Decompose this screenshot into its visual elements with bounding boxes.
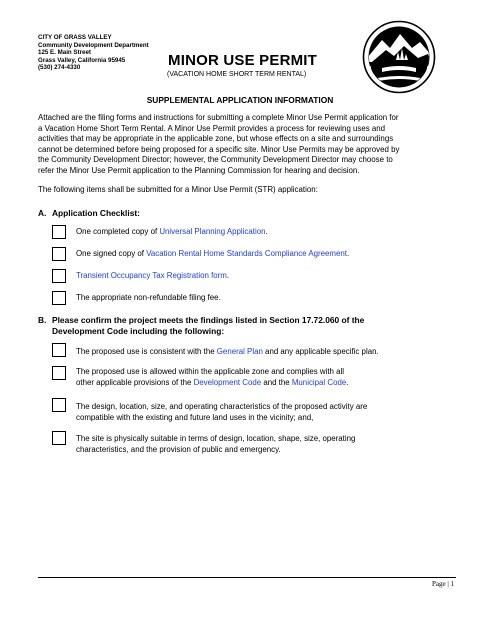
- checkbox-universal-application[interactable]: [52, 225, 66, 239]
- checkbox-general-plan[interactable]: [52, 343, 66, 357]
- item-text: The appropriate non-refundable filing fee.: [76, 293, 221, 302]
- checkbox-site-suitability[interactable]: [52, 431, 66, 445]
- address-line-street: 125 E. Main Street: [38, 49, 91, 57]
- address-line-city-state-zip: Grass Valley, California 95945: [38, 56, 126, 64]
- item-text: The proposed use is consistent with the: [76, 347, 217, 356]
- intro-line: refer the Minor Use Permit application to the Planning Commission for hearing and decision.: [38, 165, 360, 175]
- section-a-letter: A.: [38, 208, 47, 218]
- tot-registration-form-link[interactable]: Transient Occupancy Tax Registration form: [76, 271, 227, 280]
- following-items-line: The following items shall be submitted for a Minor Use Permit (STR) application:: [38, 185, 318, 194]
- checklist-item: [76, 293, 221, 304]
- checkbox-zone-compliance[interactable]: [52, 366, 66, 380]
- finding-item: [76, 367, 348, 388]
- item-line: The proposed use is allowed within the applicable zone and complies with all: [76, 367, 345, 376]
- checklist-item: [76, 249, 349, 260]
- finding-item: [76, 434, 355, 455]
- section-b-title-line1: Please confirm the project meets the findings listed in Section 17.72.060 of the: [52, 315, 365, 325]
- page-number: Page | 1: [431, 580, 454, 588]
- item-line: characteristics, and the provision of public and emergency.: [76, 444, 281, 454]
- intro-line: a Vacation Home Short Term Rental. A Minor Use Permit provides a process for reviewing uses and: [38, 123, 386, 133]
- checkbox-tot-registration[interactable]: [52, 269, 66, 283]
- item-text-end: .: [346, 249, 350, 258]
- item-text-end: and any applicable specific plan.: [262, 347, 379, 356]
- municipal-code-link[interactable]: Municipal Code: [291, 377, 347, 387]
- compliance-agreement-link[interactable]: Vacation Rental Home Standards Compliance Agreement: [146, 249, 347, 258]
- universal-planning-application-link[interactable]: Universal Planning Application: [159, 227, 266, 236]
- section-a-title: Application Checklist:: [52, 208, 140, 218]
- address-line-department: Community Development Department: [38, 41, 149, 49]
- checkbox-compliance-agreement[interactable]: [52, 247, 66, 261]
- intro-paragraph: [38, 113, 456, 177]
- intro-line: the Community Development Director; however, the Community Development Director may choose to: [38, 155, 393, 165]
- address-line-phone: (530) 274-4330: [38, 64, 81, 72]
- checkbox-design-compatibility[interactable]: [52, 398, 66, 412]
- intro-line: activities that may be appropriate in the applicable zone, but whose effects on a site and surroundings: [38, 134, 394, 144]
- footer-divider: [38, 577, 456, 578]
- address-block: [38, 34, 149, 72]
- general-plan-link[interactable]: General Plan: [216, 347, 263, 356]
- city-seal-logo: [362, 20, 436, 94]
- item-text-end: .: [346, 377, 349, 387]
- item-text-mid: and the: [261, 377, 292, 387]
- item-text: One completed copy of: [76, 227, 160, 236]
- finding-item: [76, 402, 367, 423]
- item-text: other applicable provisions of the: [76, 377, 194, 387]
- address-line-city: CITY OF GRASS VALLEY: [38, 34, 112, 41]
- supplemental-heading: SUPPLEMENTAL APPLICATION INFORMATION: [146, 95, 334, 105]
- document-title: MINOR USE PERMIT: [168, 52, 318, 69]
- item-line: The design, location, size, and operating characteristics of the proposed activity are: [76, 402, 368, 411]
- section-b-letter: B.: [38, 315, 47, 325]
- item-text-end: .: [226, 271, 230, 280]
- section-b-title-line2: Development Code including the following:: [52, 325, 225, 336]
- development-code-link[interactable]: Development Code: [193, 377, 262, 387]
- intro-line: cannot be determined before being proposed for a specific site. Minor Use Permits may be approved by: [38, 144, 400, 154]
- section-a-heading: [38, 208, 140, 219]
- item-text-end: .: [265, 227, 268, 236]
- checklist-item: [76, 227, 268, 238]
- item-text: One signed copy of: [76, 249, 147, 258]
- item-line: compatible with the existing and future land uses in the vicinity; and,: [76, 412, 314, 422]
- finding-item: [76, 347, 379, 358]
- document-subtitle: (VACATION HOME SHORT TERM RENTAL): [167, 71, 307, 78]
- checkbox-filing-fee[interactable]: [52, 291, 66, 305]
- section-b-heading: [38, 315, 364, 336]
- intro-line: Attached are the filing forms and instructions for submitting a complete Minor Use Permit application for: [38, 113, 399, 122]
- checklist-item: [76, 271, 229, 282]
- item-line: The site is physically suitable in terms of design, location, shape, size, operating: [76, 434, 356, 443]
